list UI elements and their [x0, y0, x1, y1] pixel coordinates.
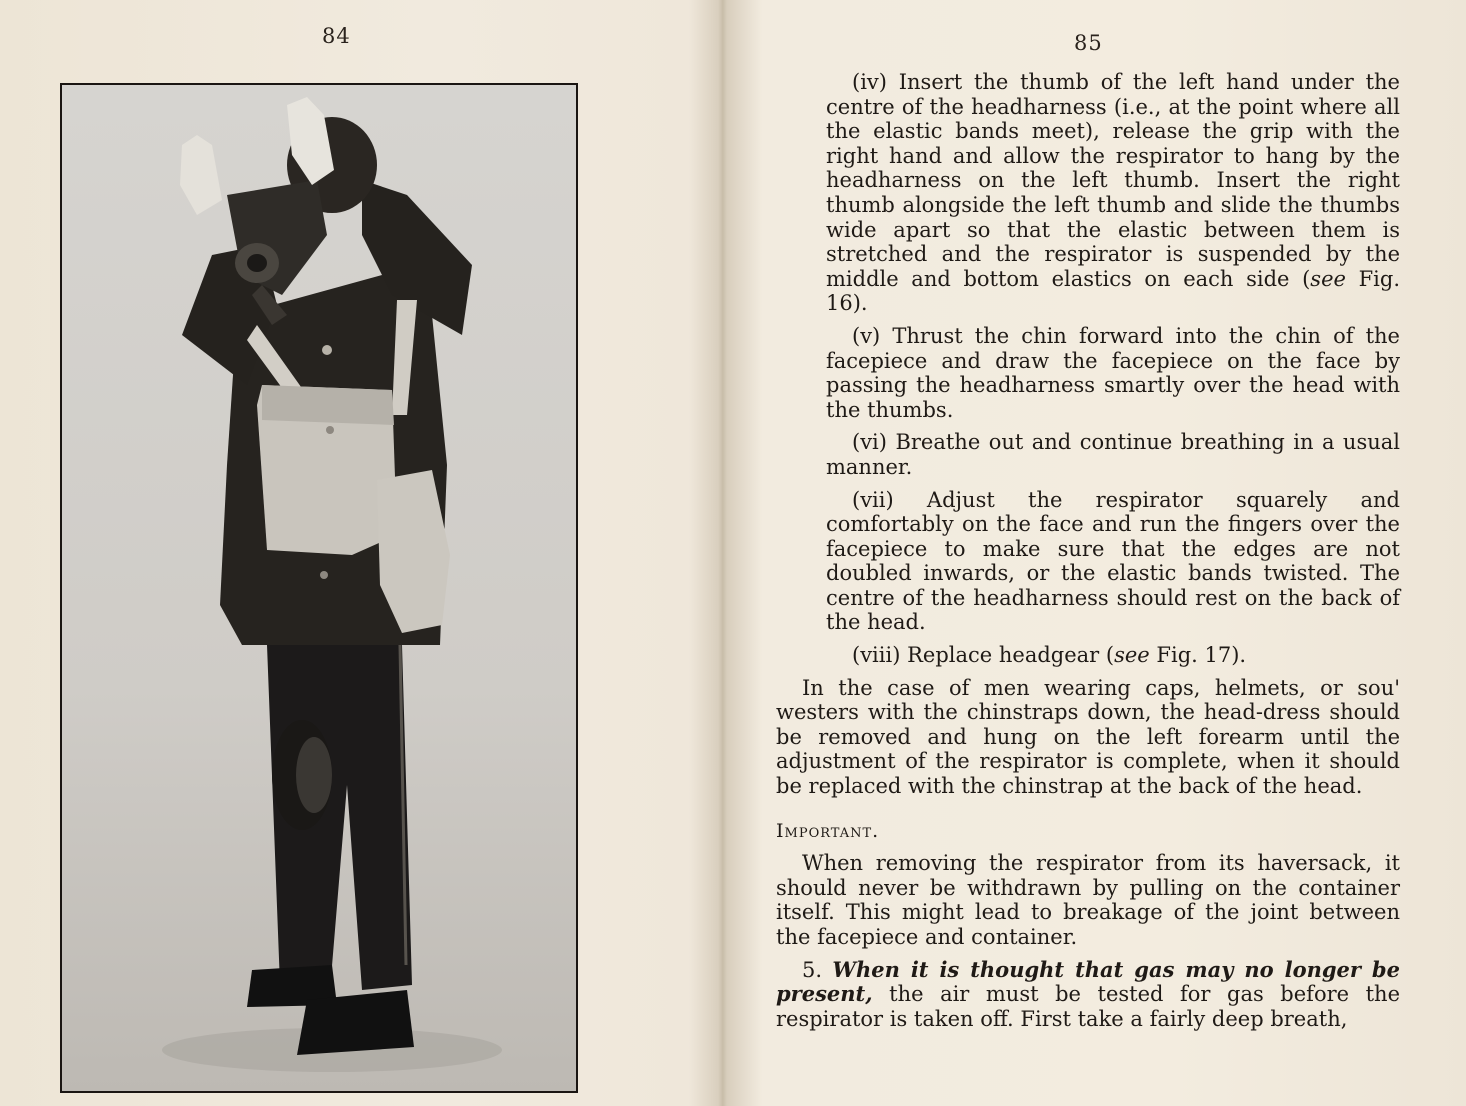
item-text: Replace headgear ( — [907, 643, 1115, 668]
page-number-left: 84 — [322, 24, 351, 48]
figure-ref: Fig. 17). — [1149, 643, 1247, 668]
page-number-right: 85 — [1074, 31, 1103, 55]
item-text: Thrust the chin forward into the chin of the facepiece and draw the facepiece on the face by passing the headharness smartly over the head with the thumbs. — [826, 323, 1400, 422]
figure-photo — [60, 83, 578, 1093]
item-text: Insert the thumb of the left hand under the centre of the headharness (i.e., at the point where all the elastic bands meet), release the grip with the right hand and allow the respirator to hang by the headharness on the left thumb. Insert the right thumb alongside the left thumb and slide the thumbs wide apart so that the elastic between them is stretched and the respirator is suspended by the middle and bottom elastics on each side ( — [826, 70, 1400, 291]
see-word: see — [1310, 266, 1346, 291]
item-label: (viii) — [852, 643, 901, 668]
right-page — [724, 0, 1466, 1106]
figure-ref: Fig. 16). — [826, 266, 1400, 316]
section-number: 5. — [802, 957, 823, 982]
see-word: see — [1114, 643, 1150, 668]
left-page — [0, 0, 718, 1106]
soldier-donning-respirator-photo-icon — [62, 85, 576, 1091]
section-rest: the air must be tested for gas before the respirator is taken off. First take a fairly deep breath, — [776, 982, 1400, 1031]
item-text: Adjust the respirator squarely and comfortably on the face and run the fingers over the facepiece to make sure that the edges are not doubled inwards, or the elastic bands twisted. The centre of the headharness should rest on the back of the head. — [826, 487, 1400, 635]
item-label: (v) — [852, 323, 881, 348]
body-text — [776, 70, 1400, 1039]
important-heading: Important. — [776, 819, 880, 842]
instruction-item-viii — [776, 643, 1400, 668]
section-italic-lead: When it is thought that gas may no longer be present, — [776, 956, 1400, 1007]
item-label: (iv) — [852, 70, 887, 94]
important-paragraph: When removing the respirator from its haversack, it should never be withdrawn by pulling on the container itself. This might lead to breakage of the joint between the facepiece and container. — [776, 851, 1400, 949]
caps-paragraph: In the case of men wearing caps, helmets, or sou' westers with the chinstraps down, the head-dress should be removed and hung on the left forearm until the adjustment of the respirator is complete, when it should be replaced with the chinstrap at the back of the head. — [776, 675, 1400, 799]
item-text: Breathe out and continue breathing in a usual manner. — [826, 430, 1400, 479]
item-label: (vii) — [852, 487, 894, 512]
instruction-item-vi — [776, 430, 1400, 479]
section-5-paragraph — [776, 958, 1400, 1032]
instruction-item-vii — [776, 488, 1400, 636]
item-label: (vi) — [852, 430, 887, 455]
instruction-item-iv — [776, 70, 1400, 316]
instruction-item-v — [776, 324, 1400, 422]
